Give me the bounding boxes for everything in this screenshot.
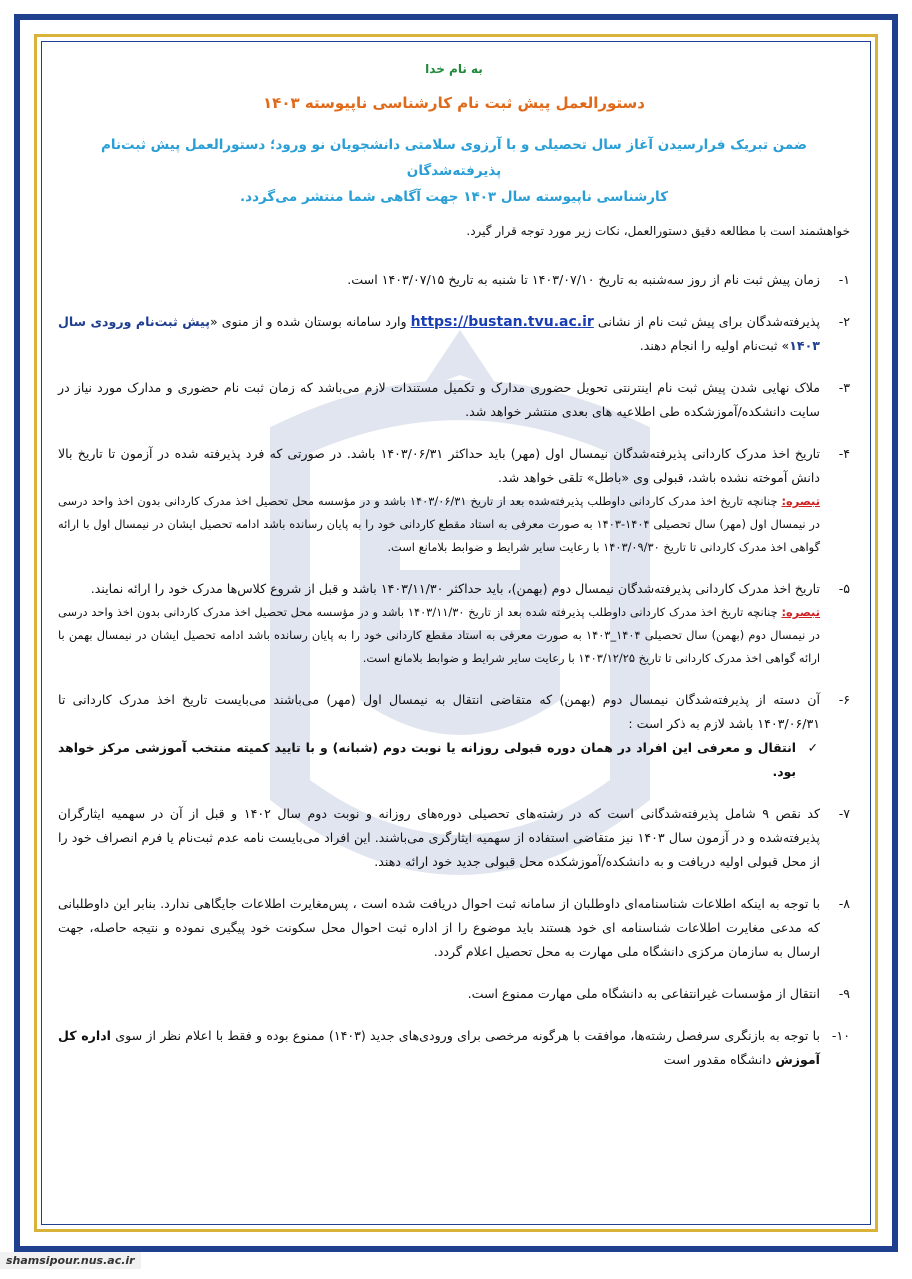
item-text-bold: اداره کل آموزش [58, 1028, 820, 1067]
item-number: ۹- [838, 986, 850, 1001]
item-text [58, 310, 820, 358]
intro-line-2: کارشناسی ناپیوسته سال ۱۴۰۳ جهت آگاهی شما منتشر می‌گردد. [240, 189, 668, 205]
site-footer-url[interactable]: shamsipour.nus.ac.ir [0, 1252, 141, 1269]
item-text: با توجه به اینکه اطلاعات شناسنامه‌ای داوطلبان از سامانه ثبت احوال دریافت شده است ، پس‌مغایرت اطلاعات جایگاهی ندارد. بنابر این داوطلبانی که مدعی مغایرت اطلاعات شناسنامه ای خود هستند باید موضوع را از اداره ثبت احوال محل سکونت خود پیگیری نموده و نتیجه حاصله، جهت ارسال به سازمان مرکزی دانشگاه ملی مهارت به محل تحصیل اعلام گردد. [58, 896, 820, 959]
checklist-item [58, 736, 820, 784]
item-number: ۳- [838, 380, 850, 395]
item-text: کد نقص ۹ شامل پذیرفته‌شدگانی است که در رشته‌های تحصیلی دوره‌های روزانه و نوبت دوم سال ۱۴۰۲ و قبل از آن در سهمیه ایثارگران پذیرفته‌شده و در آزمون سال ۱۴۰۳ نیز متقاضی استفاده از سهمیه ایثارگری می‌باشند. این افراد می‌بایست نامه عدم ثبت‌نام یا فرم انصراف خود را از محل قبولی اولیه دریافت و به دانشکده/آموزشکده محل قبولی جدید خود ارائه دهند. [58, 806, 821, 869]
list-item-6 [58, 688, 850, 784]
item-number: ۸- [838, 896, 850, 911]
document-title: دستورالعمل پیش ثبت نام کارشناسی ناپیوسته ۱۴۰۳ [263, 94, 645, 112]
item-text-part: با توجه به بازنگری سرفصل رشته‌ها، موافقت با هرگونه مرخصی برای ورودی‌های جدید (۱۴۰۳) ممنوع بوده و فقط با اعلام نظر از سوی [115, 1028, 820, 1043]
item-number: ۵- [838, 581, 850, 596]
note-paragraph [58, 490, 820, 559]
item-number: ۱- [838, 272, 850, 287]
item-text [58, 1024, 820, 1072]
intro-line-1: ضمن تبریک فرارسیدن آغاز سال تحصیلی و با آرزوی سلامتی دانشجویان نو ورود؛ دستورالعمل پیش ثبت‌نام پذیرفته‌شدگان [101, 137, 807, 179]
item-text: انتقال از مؤسسات غیرانتفاعی به دانشگاه ملی مهارت ممنوع است. [467, 986, 820, 1001]
menu-name: پیش ثبت‌نام ورودی سال ۱۴۰۳ [58, 314, 820, 353]
item-number: ۷- [838, 806, 850, 821]
note-paragraph [58, 601, 820, 670]
note-label: تبصره: [781, 605, 820, 619]
list-item-7 [58, 802, 850, 874]
intro-paragraph [58, 132, 850, 210]
instruction-note: خواهشمند است با مطالعه دقیق دستورالعمل، نکات زیر مورد توجه قرار گیرد. [466, 224, 850, 238]
list-item-2 [58, 310, 850, 358]
item-number: ۶- [838, 692, 850, 707]
note-text: چنانچه تاریخ اخذ مدرک کاردانی داوطلب پذیرفته شده بعد از تاریخ ۱۴۰۳/۱۱/۳۰ باشد و در مؤسسه محل تحصیل اخذ مدرک کاردانی بدون اخذ واحد درسی در نیمسال دوم (بهمن) سال تحصیلی ۱۴۰۴_۱۴۰۳ به صورت معرفی به استاد مقطع کاردانی خود را به پایان رسانده باشد ادامه تحصیل ایشان در نیمسال بهمن با ارائه گواهی اخذ مدرک کاردانی تا تاریخ ۱۴۰۳/۱۲/۲۵ با رعایت سایر شرایط و ضوابط بلامانع است. [58, 605, 821, 665]
item-text: تاریخ اخذ مدرک کاردانی پذیرفته‌شدگان نیمسال دوم (بهمن)، باید حداکثر ۱۴۰۳/۱۱/۳۰ باشد و قبل از شروع کلاس‌ها مدرک خود را ارائه نمایند. [90, 581, 820, 596]
item-text-part: دانشگاه مقدور است [663, 1052, 772, 1067]
item-number: ۴- [838, 446, 850, 461]
checklist-text: انتقال و معرفی این افراد در همان دوره قبولی روزانه یا نوبت دوم (شبانه) و با تایید کمیته منتخب آموزشی مرکز خواهد بود. [58, 740, 796, 779]
list-item-9 [58, 982, 850, 1006]
checkmark-icon: ✓ [807, 740, 818, 755]
list-item-5 [58, 577, 850, 670]
list-item-3 [58, 376, 850, 424]
list-item-4 [58, 442, 850, 559]
list-item-10 [58, 1024, 850, 1072]
note-label: تبصره: [781, 494, 820, 508]
list-item-1 [58, 268, 850, 292]
item-text: زمان پیش ثبت نام از روز سه‌شنبه به تاریخ ۱۴۰۳/۰۷/۱۰ تا شنبه به تاریخ ۱۴۰۳/۰۷/۱۵ است. [347, 272, 820, 287]
document-body [58, 62, 850, 1239]
item-text-part: » ثبت‌نام اولیه را انجام دهند. [639, 338, 790, 353]
bismillah-header: به نام خدا [425, 62, 483, 76]
item-text: تاریخ اخذ مدرک کاردانی پذیرفته‌شدگان نیمسال اول (مهر) باید حداکثر ۱۴۰۳/۰۶/۳۱ باشد. در صورتی که فرد پذیرفته شده در آزمون تا تاریخ بالا دانش آموخته نشده باشد، قبولی وی «باطل» تلقی خواهد شد. [58, 446, 820, 485]
list-item-8 [58, 892, 850, 964]
item-text: آن دسته از پذیرفته‌شدگان نیمسال دوم (بهمن) که متقاضی انتقال به نیمسال اول (مهر) می‌باشند می‌بایست تاریخ اخذ مدرک کاردانی تا ۱۴۰۳/۰۶/۳۱ باشد لازم به ذکر است : [58, 692, 820, 731]
bustan-portal-link[interactable]: https://bustan.tvu.ac.ir [410, 314, 594, 330]
item-text-part: وارد سامانه بوستان شده و از منوی « [209, 314, 407, 329]
item-text: ملاک نهایی شدن پیش ثبت نام اینترنتی تحویل حضوری مدارک و تکمیل مستندات لازم می‌باشد که زمان ثبت نام حضوری و مدارک مورد نیاز در سایت دانشکده/آموزشکده طی اطلاعیه های بعدی منتشر خواهد شد. [58, 380, 820, 419]
item-number: ۲- [838, 314, 850, 329]
item-text-part: پذیرفته‌شدگان برای پیش ثبت نام از نشانی [597, 314, 820, 329]
note-text: چنانچه تاریخ اخذ مدرک کاردانی داوطلب پذیرفته‌شده بعد از تاریخ ۱۴۰۳/۰۶/۳۱ باشد و در مؤسسه محل تحصیل اخذ مدرک کاردانی بدون اخذ واحد درسی در نیمسال اول (مهر) سال تحصیلی ۱۴۰۴-۱۴۰۳ به صورت معرفی به استاد مقطع کاردانی خود را به پایان رسانده باشد ادامه تحصیل ایشان در نیمسال اول با ارائه گواهی اخذ مدرک کاردانی تا تاریخ ۱۴۰۳/۰۹/۳۰ با رعایت سایر شرایط و ضوابط بلامانع است. [58, 494, 820, 554]
item-number: ۱۰- [831, 1028, 850, 1043]
